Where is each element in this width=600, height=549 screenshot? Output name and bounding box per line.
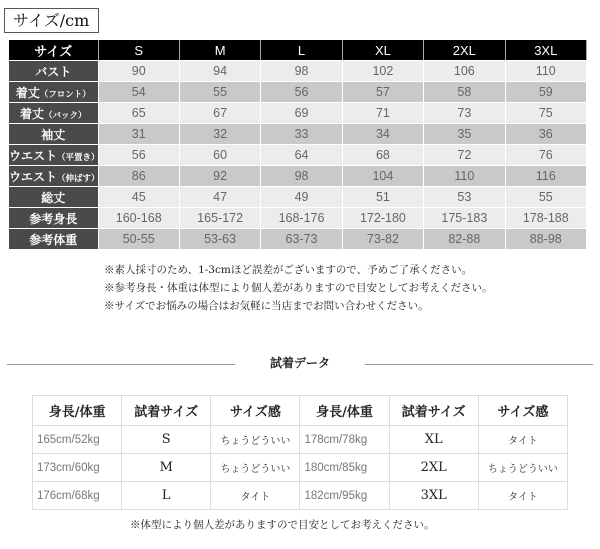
table-cell: 69	[261, 103, 342, 124]
table-row-length-front	[9, 82, 587, 103]
table-cell: ちょうどういい	[478, 454, 567, 482]
table-cell: 73	[424, 103, 505, 124]
header-fit: サイズ感	[211, 396, 300, 426]
table-cell: 90	[98, 61, 179, 82]
table-cell: L	[122, 482, 211, 510]
table-cell: 45	[98, 187, 179, 208]
table-row	[33, 454, 568, 482]
header-size-3xl: 3XL	[505, 40, 586, 61]
table-cell: ちょうどういい	[211, 454, 300, 482]
trial-table	[32, 395, 568, 510]
table-cell: 67	[179, 103, 260, 124]
table-cell: 110	[424, 166, 505, 187]
trial-section-title: 試着データ	[269, 356, 330, 370]
table-cell: タイト	[478, 426, 567, 454]
row-label: 参考体重	[9, 229, 98, 250]
table-cell: 94	[179, 61, 260, 82]
note-line: ※参考身長・体重は体型により個人差がありますので目安としてお考えください。	[104, 282, 493, 294]
header-size-s: S	[98, 40, 179, 61]
row-label: ウエスト（伸ばす）	[9, 166, 98, 187]
table-cell: 173cm/60kg	[33, 454, 122, 482]
table-cell: 82-88	[424, 229, 505, 250]
table-cell: 116	[505, 166, 586, 187]
table-cell: 55	[179, 82, 260, 103]
table-cell: 60	[179, 145, 260, 166]
table-row-waist-stretch	[9, 166, 587, 187]
divider-right	[365, 364, 593, 365]
table-cell: 88-98	[505, 229, 586, 250]
table-row-ref-height	[9, 208, 587, 229]
size-table-header	[9, 40, 587, 61]
table-cell: 53-63	[179, 229, 260, 250]
table-row-bust	[9, 61, 587, 82]
table-cell: 32	[179, 124, 260, 145]
table-cell: 55	[505, 187, 586, 208]
table-cell: 104	[342, 166, 423, 187]
table-cell: 86	[98, 166, 179, 187]
row-label: 袖丈	[9, 124, 98, 145]
row-label: 着丈（フロント）	[9, 82, 98, 103]
header-trial-size: 試着サイズ	[389, 396, 478, 426]
table-cell: 63-73	[261, 229, 342, 250]
table-cell: 98	[261, 61, 342, 82]
table-cell: 65	[98, 103, 179, 124]
table-cell: 178cm/78kg	[300, 426, 389, 454]
table-row	[33, 482, 568, 510]
row-label: バスト	[9, 61, 98, 82]
table-cell: 49	[261, 187, 342, 208]
table-cell: 110	[505, 61, 586, 82]
header-fit: サイズ感	[478, 396, 567, 426]
table-cell: タイト	[211, 482, 300, 510]
table-cell: 165-172	[179, 208, 260, 229]
table-cell: 57	[342, 82, 423, 103]
table-cell: 92	[179, 166, 260, 187]
table-cell: 2XL	[389, 454, 478, 482]
table-cell: 59	[505, 82, 586, 103]
table-row-waist-flat	[9, 145, 587, 166]
table-cell: 53	[424, 187, 505, 208]
divider-left	[7, 364, 235, 365]
table-row-length-back	[9, 103, 587, 124]
table-cell: 56	[261, 82, 342, 103]
table-cell: 76	[505, 145, 586, 166]
header-trial-size: 試着サイズ	[122, 396, 211, 426]
row-label: 総丈	[9, 187, 98, 208]
table-cell: 71	[342, 103, 423, 124]
table-cell: 106	[424, 61, 505, 82]
table-cell: 50-55	[98, 229, 179, 250]
note-line: ※素人採寸のため、1-3cmほど誤差がございますので、予めご了承ください。	[104, 264, 473, 276]
table-cell: 175-183	[424, 208, 505, 229]
header-size-xl: XL	[342, 40, 423, 61]
table-cell: 172-180	[342, 208, 423, 229]
header-size-m: M	[179, 40, 260, 61]
header-label: サイズ	[9, 40, 98, 61]
trial-table-header	[33, 396, 568, 426]
table-cell: 35	[424, 124, 505, 145]
row-label: ウエスト（平置き）	[9, 145, 98, 166]
table-row-sleeve	[9, 124, 587, 145]
size-notes	[104, 261, 493, 315]
table-cell: M	[122, 454, 211, 482]
table-cell: 33	[261, 124, 342, 145]
table-cell: 31	[98, 124, 179, 145]
header-height-weight: 身長/体重	[300, 396, 389, 426]
table-cell: 56	[98, 145, 179, 166]
header-size-2xl: 2XL	[424, 40, 505, 61]
table-cell: 182cm/95kg	[300, 482, 389, 510]
table-cell: 176cm/68kg	[33, 482, 122, 510]
table-cell: 178-188	[505, 208, 586, 229]
trial-note: ※体型により個人差がありますので目安としてお考えください。	[130, 519, 435, 531]
table-cell: 64	[261, 145, 342, 166]
table-cell: 3XL	[389, 482, 478, 510]
table-cell: 47	[179, 187, 260, 208]
size-table	[9, 40, 587, 250]
table-cell: 36	[505, 124, 586, 145]
table-cell: 34	[342, 124, 423, 145]
table-row-total-length	[9, 187, 587, 208]
table-cell: 54	[98, 82, 179, 103]
table-cell: 180cm/85kg	[300, 454, 389, 482]
table-cell: 168-176	[261, 208, 342, 229]
table-cell: 51	[342, 187, 423, 208]
header-size-l: L	[261, 40, 342, 61]
table-cell: 98	[261, 166, 342, 187]
table-cell: 75	[505, 103, 586, 124]
table-cell: 72	[424, 145, 505, 166]
table-cell: 73-82	[342, 229, 423, 250]
row-label: 参考身長	[9, 208, 98, 229]
table-cell: 58	[424, 82, 505, 103]
table-cell: タイト	[478, 482, 567, 510]
table-cell: S	[122, 426, 211, 454]
table-cell: 68	[342, 145, 423, 166]
note-line: ※サイズでお悩みの場合はお気軽に当店までお問い合わせください。	[104, 300, 429, 312]
table-cell: 160-168	[98, 208, 179, 229]
table-row	[33, 426, 568, 454]
table-cell: XL	[389, 426, 478, 454]
row-label: 着丈（バック）	[9, 103, 98, 124]
table-cell: 102	[342, 61, 423, 82]
table-cell: ちょうどういい	[211, 426, 300, 454]
table-row-ref-weight	[9, 229, 587, 250]
size-chart-title: サイズ/cm	[4, 8, 99, 33]
header-height-weight: 身長/体重	[33, 396, 122, 426]
table-cell: 165cm/52kg	[33, 426, 122, 454]
